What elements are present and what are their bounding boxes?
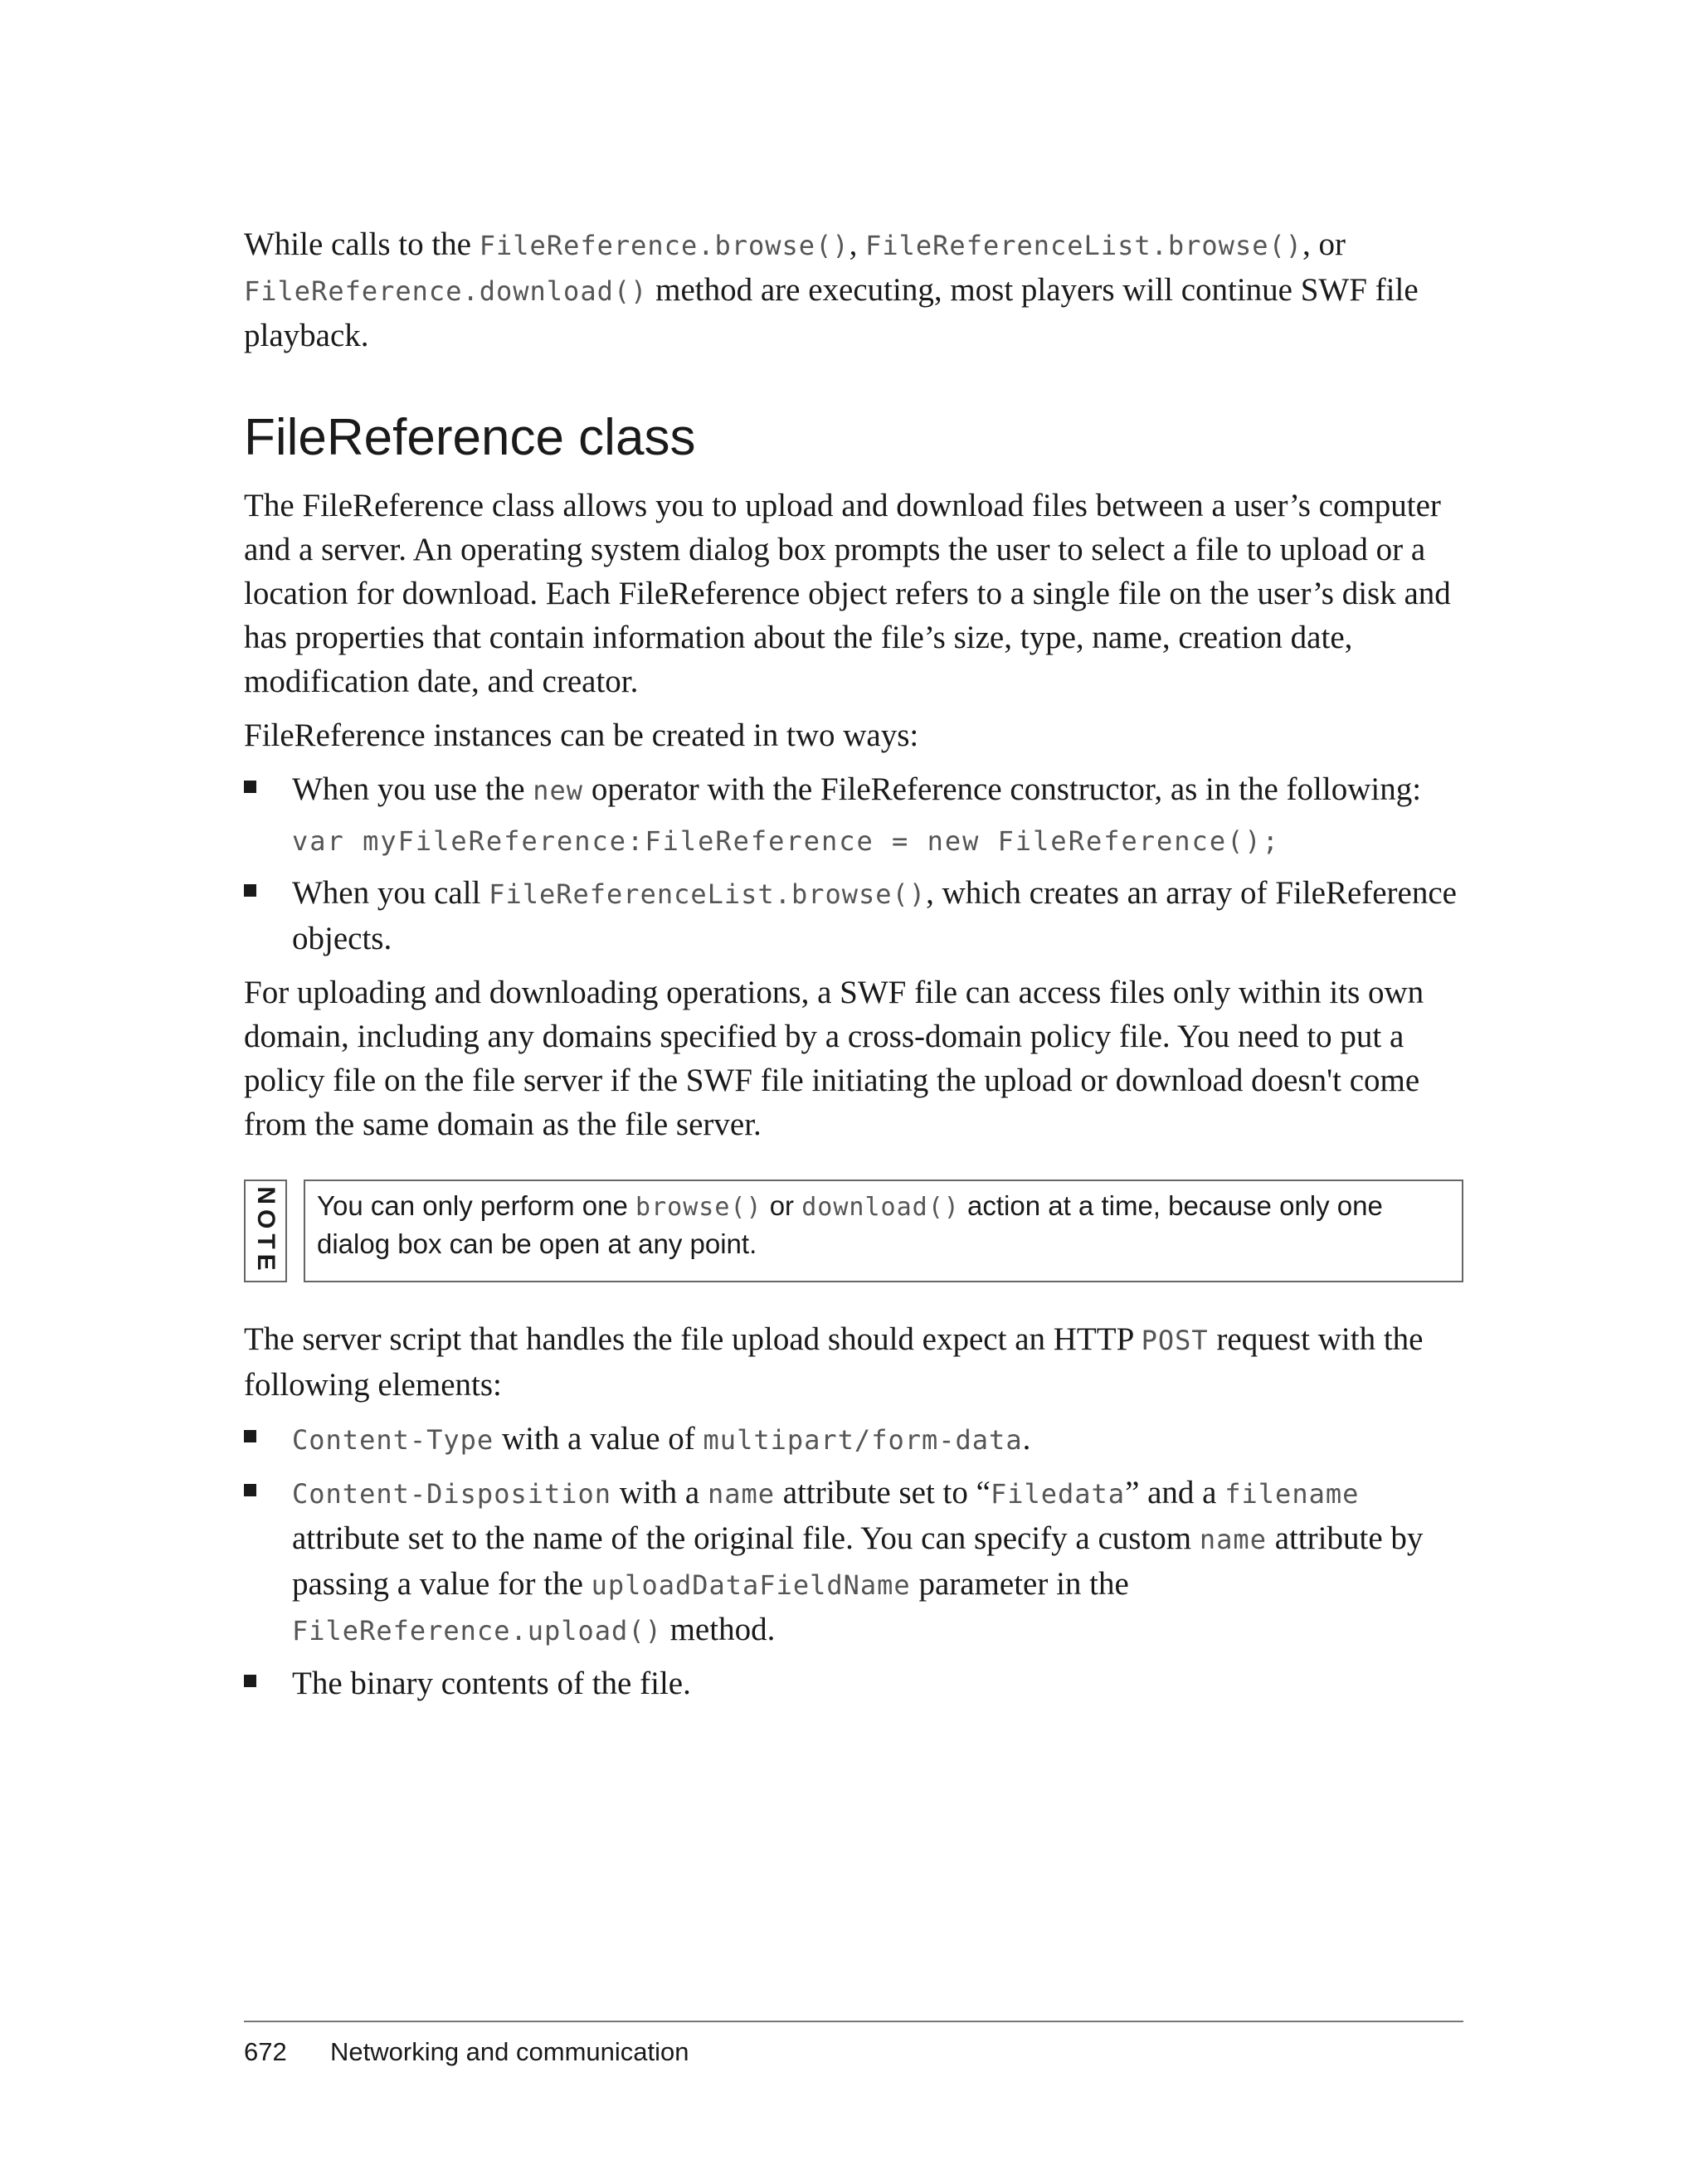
text-run: with a value of xyxy=(494,1421,703,1457)
bullet-square-icon xyxy=(244,1484,256,1496)
text-run: attribute set to “ xyxy=(775,1475,991,1510)
footer-section-title: Networking and communication xyxy=(330,2037,689,2066)
code-run: new xyxy=(533,775,584,806)
code-run: browse() xyxy=(635,1193,762,1222)
page-footer xyxy=(244,2021,1463,2070)
code-run: name xyxy=(1199,1524,1267,1555)
paragraph-server-script xyxy=(244,1317,1463,1407)
code-run: Content-Disposition xyxy=(292,1478,612,1510)
text-run: attribute by passing a value for the xyxy=(292,1520,1424,1602)
code-run: FileReference.browse() xyxy=(479,230,850,261)
paragraph-domain-policy: For uploading and downloading operations, a SWF file can access files only within its own domain, including any domains specified by a cross-domain policy file. You need to put a policy file on the file server if the SWF file initiating the upload or download doesn't come from the same domain as the file server. xyxy=(244,975,1424,1142)
bullet-square-icon xyxy=(244,884,256,897)
text-run: parameter in the xyxy=(910,1566,1129,1602)
section-heading: FileReference class xyxy=(244,409,696,466)
text-run: with a xyxy=(611,1475,708,1510)
note-text-box xyxy=(304,1180,1463,1282)
text-run: attribute set to the name of the original file. You can specify a custom xyxy=(292,1520,1200,1556)
code-run: Filedata xyxy=(990,1478,1126,1510)
code-run: POST xyxy=(1141,1325,1209,1356)
text-run: request with the following elements: xyxy=(244,1321,1424,1403)
ways-list-continued xyxy=(244,871,1463,961)
text-run: method. xyxy=(661,1612,776,1647)
paragraph-description: The FileReference class allows you to upload and download files between a user’s computer and a server. An operating system dialog box prompts the user to select a file to upload or a location for download. Each FileReference object refers to a single file on the user’s disk and has properties that contain information about the file’s size, type, name, creation date, modification date, and creator. xyxy=(244,488,1451,699)
text-run: The server script that handles the file upload should expect an HTTP xyxy=(244,1321,1142,1357)
text-run: . xyxy=(1022,1421,1031,1457)
code-run: Content-Type xyxy=(292,1424,494,1456)
code-run: download() xyxy=(801,1193,960,1222)
code-run: uploadDataFieldName xyxy=(591,1569,911,1601)
ways-list xyxy=(244,767,1463,813)
text-run: You can only perform one xyxy=(317,1190,636,1221)
text-run: action at a time, because only one dialog box can be open at any point. xyxy=(317,1190,1383,1259)
text-run: or xyxy=(762,1190,802,1221)
note-callout xyxy=(244,1180,1463,1284)
paragraph-ways-intro: FileReference instances can be created in two ways: xyxy=(244,717,919,753)
text-run: , xyxy=(849,226,866,262)
code-run: FileReference.upload() xyxy=(292,1615,662,1647)
text-run: operator with the FileReference constructor, as in the following: xyxy=(583,771,1422,807)
code-run: FileReference.download() xyxy=(244,275,648,307)
bullet-square-icon xyxy=(244,781,256,793)
list-item xyxy=(244,1417,1463,1462)
elements-list xyxy=(244,1417,1463,1705)
list-item xyxy=(244,1661,1463,1705)
list-item xyxy=(244,871,1463,961)
list-item xyxy=(244,1471,1463,1653)
bullet-square-icon xyxy=(244,1675,256,1687)
code-run: filename xyxy=(1224,1478,1360,1510)
note-label-tab xyxy=(244,1180,287,1282)
code-run: FileReferenceList.browse() xyxy=(865,230,1302,261)
list-item xyxy=(244,767,1463,813)
text-run: ” and a xyxy=(1125,1475,1225,1510)
code-run: FileReferenceList.browse() xyxy=(489,878,927,910)
text-run: , which creates an array of FileReference objects. xyxy=(292,875,1457,956)
text-run: , or xyxy=(1302,226,1346,262)
code-run: name xyxy=(707,1478,776,1510)
text-run: While calls to the xyxy=(244,226,480,262)
code-example: var myFileReference:FileReference = new FileReference(); xyxy=(292,825,1280,857)
page-number: 672 xyxy=(244,2037,287,2066)
code-run: multipart/form-data xyxy=(703,1424,1023,1456)
text-run: When you use the xyxy=(292,771,533,807)
bullet-square-icon xyxy=(244,1430,256,1442)
intro-paragraph xyxy=(244,222,1463,358)
text-run: The binary contents of the file. xyxy=(292,1666,691,1701)
text-run: When you call xyxy=(292,875,489,911)
page-content xyxy=(244,222,1463,1715)
note-label: NOTE xyxy=(252,1186,280,1276)
text-run: method are executing, most players will continue SWF file playback. xyxy=(244,272,1419,353)
